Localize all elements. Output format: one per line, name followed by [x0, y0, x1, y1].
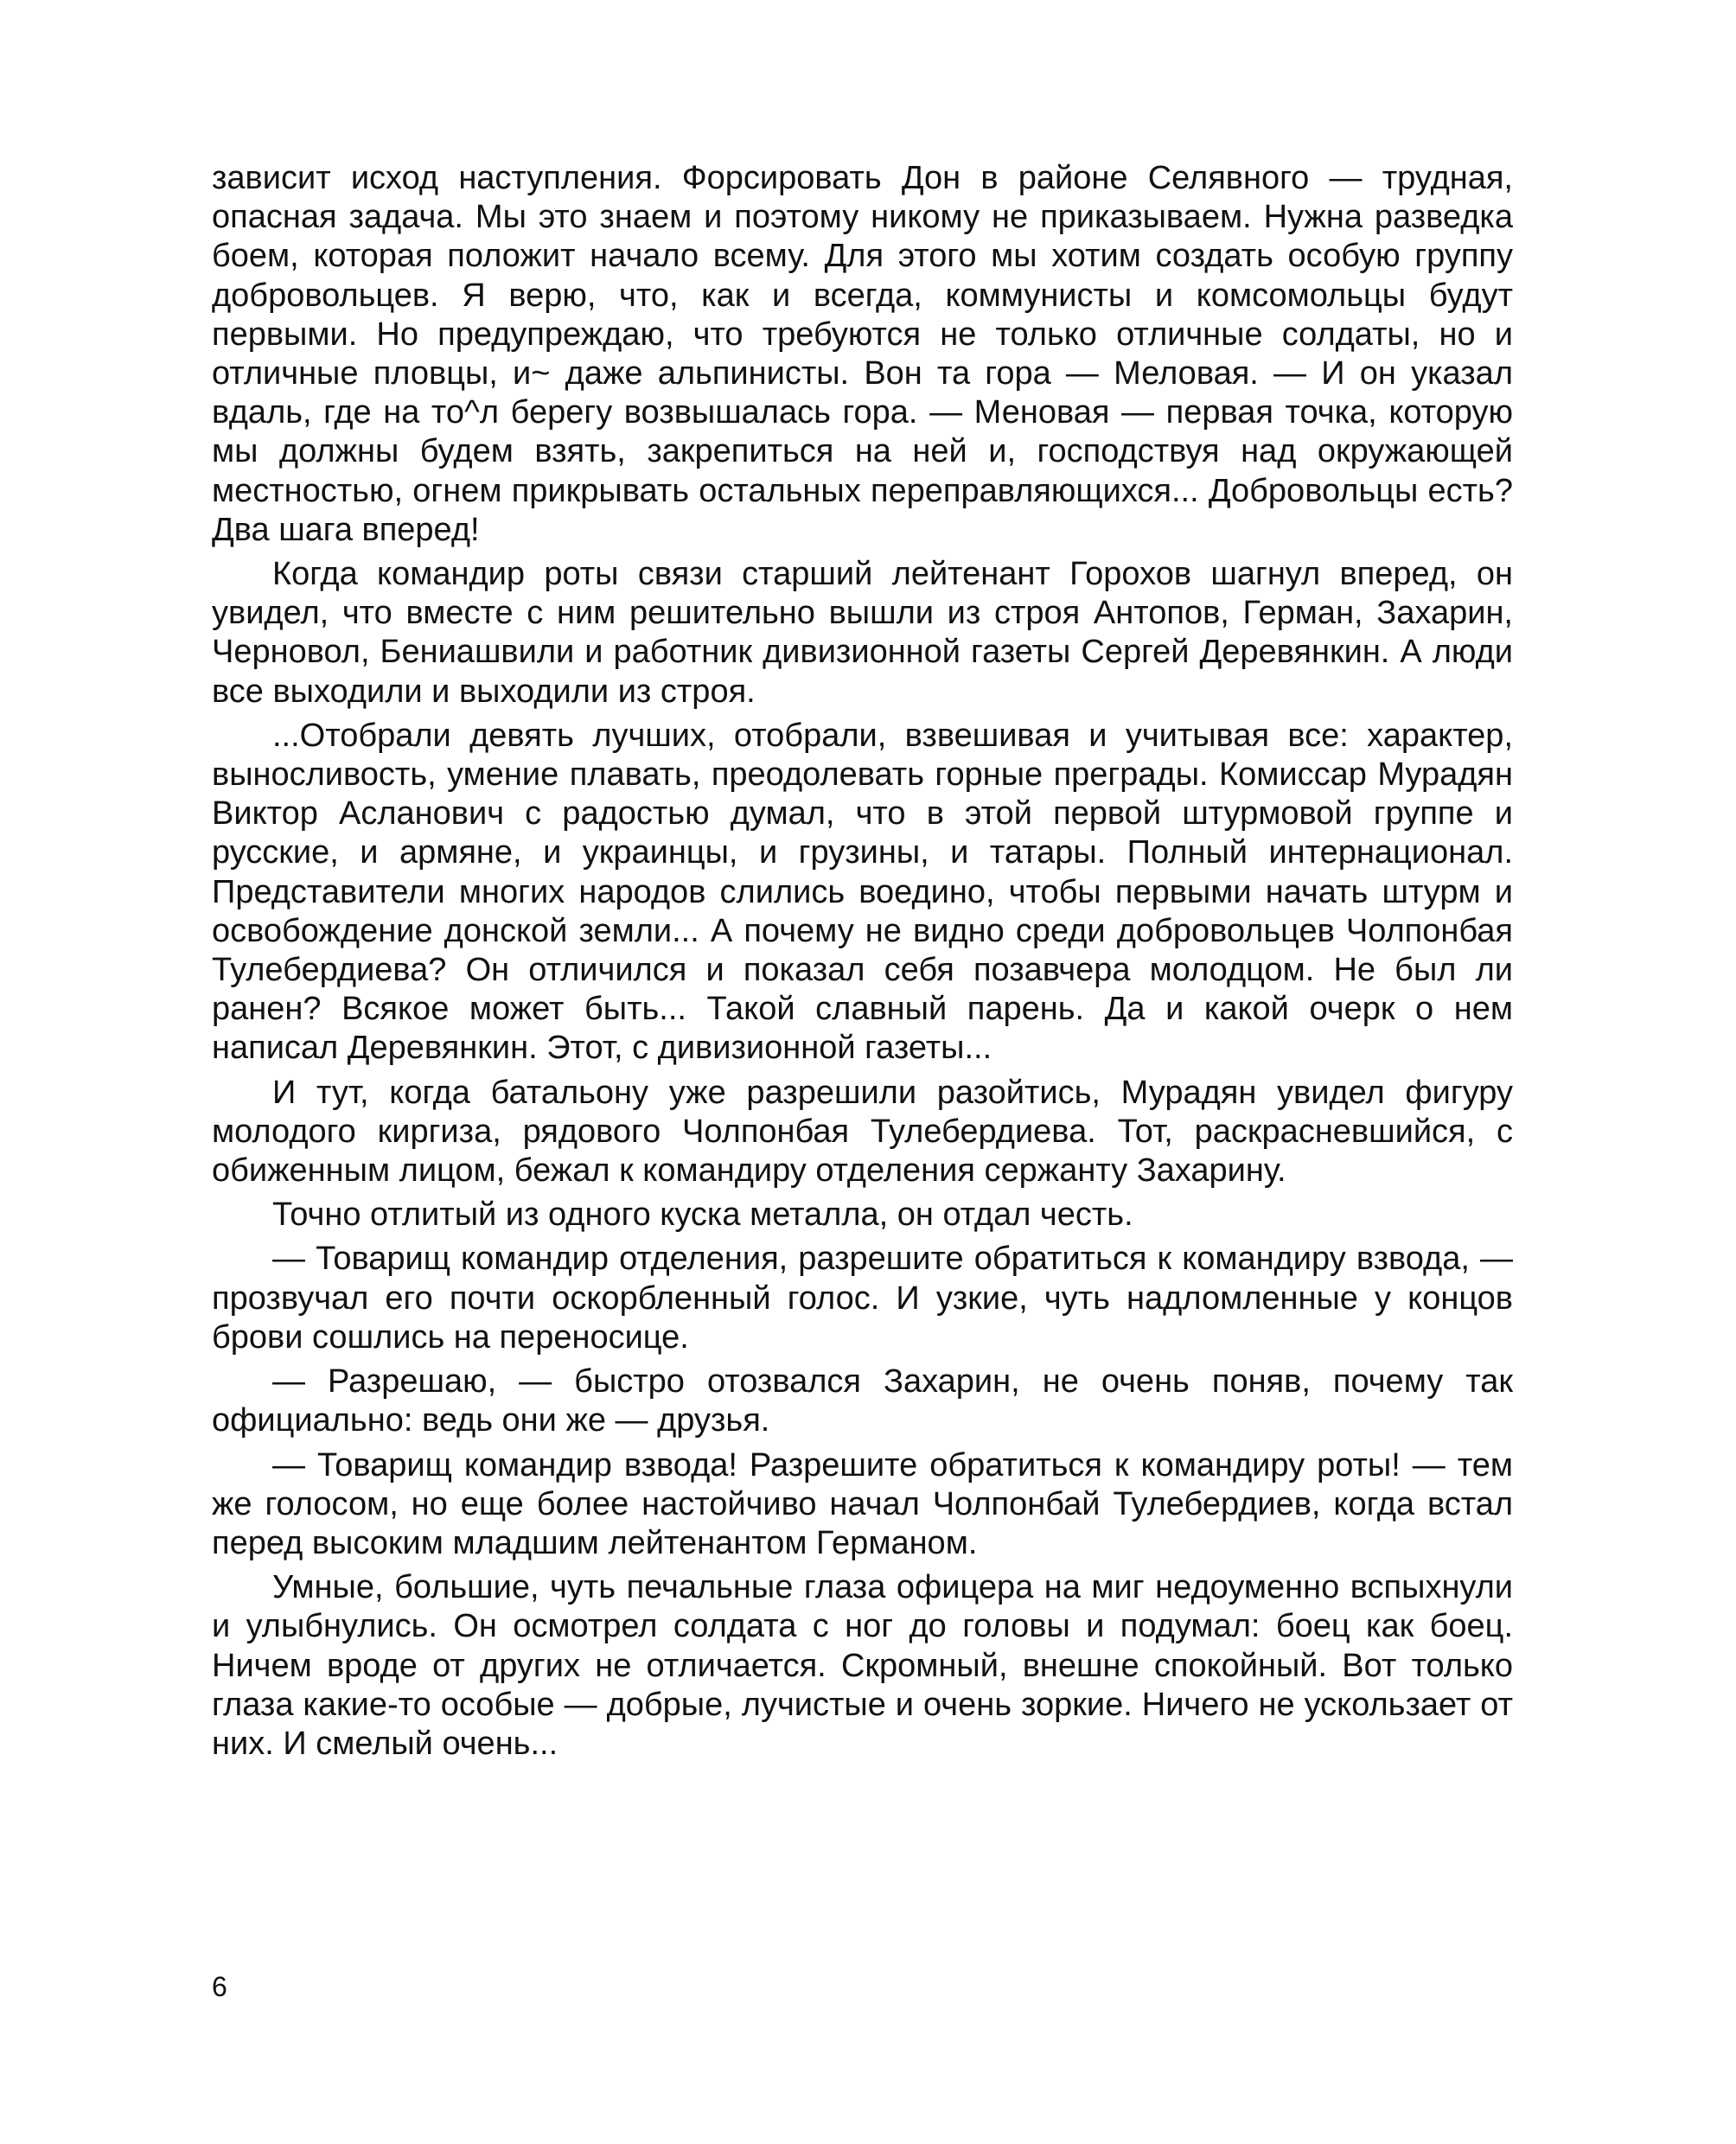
- paragraph-9: Умные, большие, чуть печальные глаза офицера на миг недоуменно вспыхнули и улыбнулись. Он осмотрел солдата с ног до головы и подумал: боец как боец. Ничем вроде от других не отличается. Скромный, внешне спокойный. Вот только глаза какие-то особые — добрые, лучистые и очень зоркие. Ничего не ускользает от них. И смелый очень...: [212, 1569, 1513, 1762]
- page-number: 6: [212, 1971, 227, 2002]
- paragraph-4: И тут, когда батальону уже разрешили разойтись, Мурадян увидел фигуру молодого киргиза, рядового Чолпонбая Тулебердиева. Тот, раскрасневшийся, с обиженным лицом, бежал к командиру отделения сержанту Захарину.: [212, 1074, 1513, 1190]
- paragraph-3: ...Отобрали девять лучших, отобрали, взвешивая и учитывая все: характер, выносливость, умение плавать, преодолевать горные преграды. Комиссар Мурадян Виктор Асланович с радостью думал, что в этой первой штурмовой группе и русские, и армяне, и украинцы, и грузины, и татары. Полный интернационал. Представители многих народов слились воедино, чтобы первыми начать штурм и освобождение донской земли... А почему не видно среди добровольцев Чолпонбая Тулебердиева? Он отличился и показал себя позавчера молодцом. Не был ли ранен? Всякое может быть... Такой славный парень. Да и какой очерк о нем написал Деревянкин. Этот, с дивизионной газеты...: [212, 717, 1513, 1067]
- paragraph-1: зависит исход наступления. Форсировать Дон в районе Селявного — трудная, опасная задача. Мы это знаем и поэтому никому не приказываем. Нужна разведка боем, которая положит начало всему. Для этого мы хотим создать особую группу добровольцев. Я верю, что, как и всегда, коммунисты и комсомольцы будут первыми. Но предупреждаю, что требуются не только отличные солдаты, но и отличные пловцы, и~ даже альпинисты. Вон та гора — Меловая. — И он указал вдаль, где на то^л берегу возвышалась гора. — Меновая — первая точка, которую мы должны будем взять, закрепиться на ней и, господствуя над окружающей местностью, огнем прикрывать остальных переправляющихся... Добровольцы есть? Два шага вперед!: [212, 160, 1513, 548]
- paragraph-6: — Товарищ командир отделения, разрешите обратиться к командиру взвода, — прозвучал его почти оскорбленный голос. И узкие, чуть надломленные у концов брови сошлись на переносице.: [212, 1241, 1513, 1356]
- paragraph-5: Точно отлитый из одного куска металла, он отдал честь.: [272, 1196, 1133, 1234]
- paragraph-7: — Разрешаю, — быстро отозвался Захарин, не очень поняв, почему так официально: ведь они же — друзья.: [212, 1363, 1513, 1439]
- paragraph-8: — Товарищ командир взвода! Разрешите обратиться к командиру роты! — тем же голосом, но еще более настойчиво начал Чолпонбай Тулебердиев, когда встал перед высоким младшим лейтенантом Германом.: [212, 1446, 1513, 1561]
- page-body: [212, 159, 1513, 1769]
- paragraph-2: Когда командир роты связи старший лейтенант Горохов шагнул вперед, он увидел, что вместе с ним решительно вышли из строя Антопов, Герман, Захарин, Черновол, Бениашвили и работник дивизионной газеты Сергей Деревянкин. А люди все выходили и выходили из строя.: [212, 556, 1513, 710]
